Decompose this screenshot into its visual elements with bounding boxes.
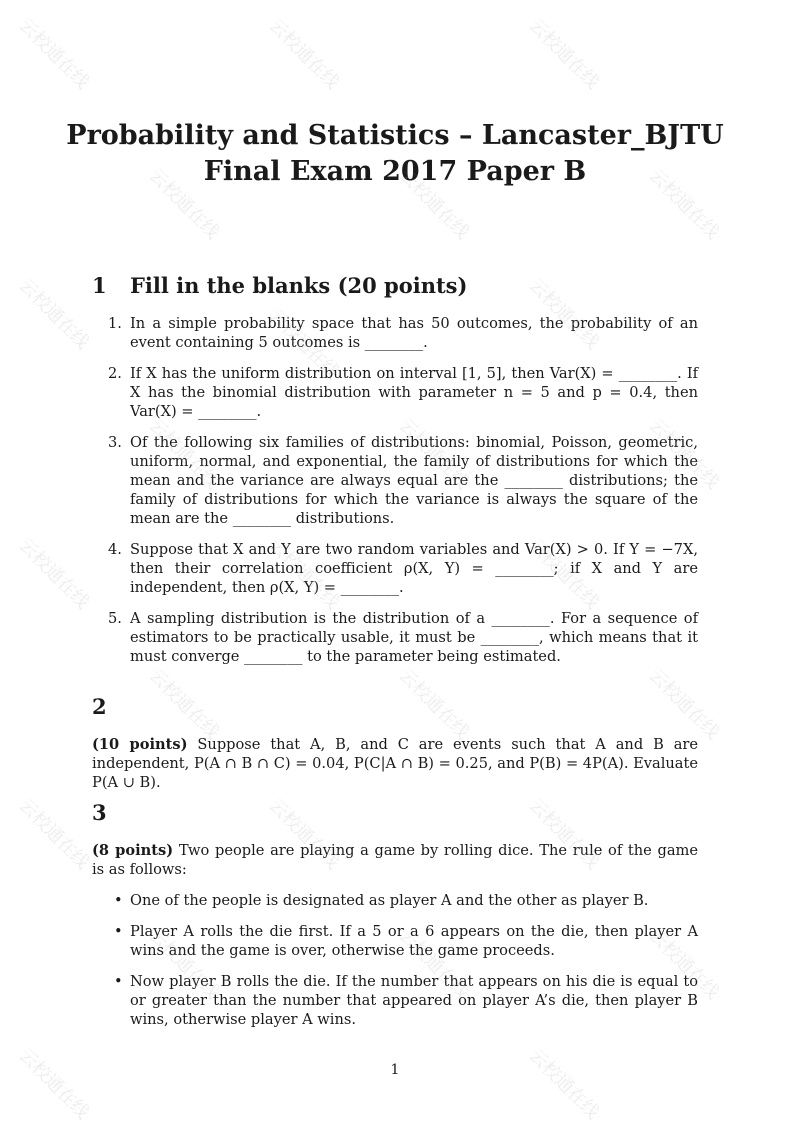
points-label: (10 points) [92,736,188,753]
watermark: 云校通在线 [144,664,224,744]
list-item [92,540,698,597]
watermark: 云校通在线 [394,414,474,494]
watermark: 云校通在线 [144,164,224,244]
question-list [92,314,698,666]
item-text: In a simple probability space that has 50 outcomes, the probability of an event containing 5 outcomes is ________. [130,315,698,351]
watermark: 云校通在线 [644,924,724,1004]
list-item [92,922,698,960]
section-1-heading [92,273,467,298]
watermark: 云校通在线 [14,534,94,614]
exam-title [0,118,790,190]
watermark: 云校通在线 [644,164,724,244]
watermark: 云校通在线 [524,1044,604,1124]
watermark: 云校通在线 [644,414,724,494]
list-item [92,364,698,421]
bullet-icon: • [114,973,123,990]
watermark: 云校通在线 [394,924,474,1004]
watermark: 云校通在线 [264,534,344,614]
question-text: Suppose that A, B, and C are events such that A and B are independent, P(A ∩ B ∩ C) = 0.04, P(C|A ∩ B) = 0.25, and P(B) = 4P(A). Evaluate P(A ∪ B). [92,736,699,791]
item-text: A sampling distribution is the distribution of a ________. For a sequence of estimators to be practically usable, it must be ________, which means that it must converge ________ to the parameter being estimated. [130,610,698,665]
watermark: 云校通在线 [14,14,94,94]
item-text: If X has the uniform distribution on interval [1, 5], then Var(X) = ________. If X has the binomial distribution with parameter n = 5 and p = 0.4, then Var(X) = ________. [130,365,698,420]
item-text: Of the following six families of distributions: binomial, Poisson, geometric, uniform, normal, and exponential, the family of distributions for which the mean and the variance are always equal are the ________ distributions; the family of distributions for which the variance is always the square of the mean are the ________ distributions. [130,434,698,527]
list-item [92,891,698,910]
section-number: 1 [92,273,107,298]
watermark: 云校通在线 [524,794,604,874]
item-text: Suppose that X and Y are two random variables and Var(X) > 0. If Y = −7X, then their correlation coefficient ρ(X, Y) = ________; if X and Y are independent, then ρ(X, Y) = ________. [130,541,698,596]
watermark: 云校通在线 [524,534,604,614]
item-number: 3. [108,434,122,451]
points-label: (8 points) [92,842,174,859]
question-intro [92,841,698,879]
section-number: 2 [92,694,107,719]
section-2-heading [92,694,107,719]
watermark: 云校通在线 [14,274,94,354]
title-line-2: Final Exam 2017 Paper B [203,156,587,187]
watermark: 云校通在线 [264,794,344,874]
page-number: 1 [390,1062,400,1078]
watermark: 云校通在线 [144,414,224,494]
section-2-body [92,735,698,792]
section-1-body [92,314,698,678]
rules-list [92,891,698,1029]
rule-text: One of the people is designated as player A and the other as player B. [130,892,649,909]
question-text: Two people are playing a game by rolling dice. The rule of the game is as follows: [92,842,698,878]
watermark: 云校通在线 [264,304,344,384]
watermark: 云校通在线 [264,14,344,94]
item-number: 5. [108,610,122,627]
section-3-heading [92,800,107,825]
item-number: 4. [108,541,122,558]
title-line-1: Probability and Statistics – Lancaster_BJTU [66,120,724,151]
list-item [92,972,698,1029]
rule-text: Now player B rolls the die. If the number that appears on his die is equal to or greater than the number that appeared on player A’s die, then player B wins, otherwise player A wins. [130,973,698,1028]
bullet-icon: • [114,923,123,940]
list-item [92,314,698,352]
watermark: 云校通在线 [644,664,724,744]
watermark: 云校通在线 [14,794,94,874]
section-3-body [92,841,698,1041]
watermark: 云校通在线 [394,664,474,744]
rule-text: Player A rolls the die first. If a 5 or a 6 appears on the die, then player A wins and the game is over, otherwise the game proceeds. [130,923,698,959]
watermark: 云校通在线 [14,1044,94,1124]
item-number: 2. [108,365,122,382]
list-item [92,433,698,528]
bullet-icon: • [114,892,123,909]
section-number: 3 [92,800,107,825]
watermark: 云校通在线 [144,924,224,1004]
list-item [92,609,698,666]
item-number: 1. [108,315,122,332]
watermark: 云校通在线 [394,164,474,244]
watermark: 云校通在线 [524,14,604,94]
section-title: Fill in the blanks (20 points) [130,273,468,298]
watermark: 云校通在线 [524,274,604,354]
